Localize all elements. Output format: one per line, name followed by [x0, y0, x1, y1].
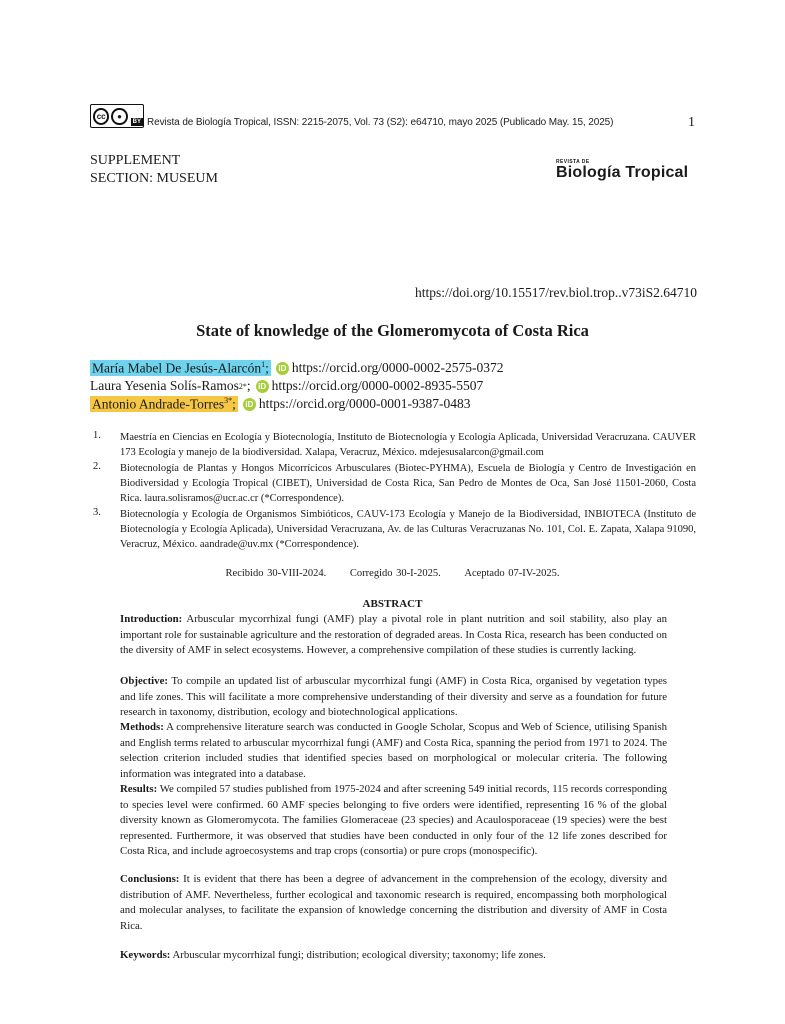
logo-name: Biología Tropical	[556, 164, 689, 181]
introduction-text: Arbuscular mycorrhizal fungi (AMF) play a pivotal role in plant nutrition and soil stability, also play an important role for sustainable agriculture and the restoration of degraded areas. In Costa Rica, research has been conducted on the diversity of AMF in select ecosystems. However, a comprehensive compilation of these studies is currently lacking.	[120, 613, 667, 657]
page-number: 1	[688, 115, 695, 130]
cc-license-badge	[90, 104, 144, 128]
author-3-name: Antonio Andrade-Torres	[92, 396, 225, 412]
keywords-label: Keywords:	[120, 949, 171, 961]
orcid-icon[interactable]: iD	[276, 362, 289, 375]
corrected-date: Corregido 30-I-2025.	[349, 568, 441, 579]
author-3-orcid[interactable]: https://orcid.org/0000-0001-9387-0483	[258, 396, 471, 411]
article-title: State of knowledge of the Glomeromycota of Costa Rica	[196, 321, 589, 340]
abstract-methods	[120, 720, 667, 782]
abstract-objective	[120, 674, 667, 721]
orcid-icon[interactable]: iD	[243, 398, 256, 411]
orcid-icon[interactable]: iD	[256, 380, 269, 393]
abstract-heading: ABSTRACT	[362, 598, 423, 610]
author-3-affil: 3*	[224, 395, 233, 405]
author-2: Laura Yesenia Solís-Ramos 2* ; iD https://orcid.org/0000-0002-8935-5507	[90, 378, 484, 393]
author-3-highlight: Antonio Andrade-Torres$^{3*}$;	[92, 395, 236, 412]
received-date: Recibido 30-VIII-2024.	[225, 568, 327, 579]
affiliation-3-number: 3.	[93, 507, 101, 518]
author-2-orcid[interactable]: https://orcid.org/0000-0002-8935-5507	[271, 378, 484, 393]
affiliation-1-text: Maestría en Ciencias en Ecología y Biotecnología, Instituto de Biotecnología y Ecología Aplicada, Universidad Veracruzana. CAUVER 173 Ecología y manejo de la biodiversidad. Xalapa, Veracruz, México. mdejesusalarcon@gmail.com	[120, 432, 696, 458]
conclusions-text: It is evident that there has been a degree of advancement in the comprehension of the ecology, diversity and distribution of AMF. Nevertheless, further ecological and taxonomic research is required, encompassing both morphological and molecular analyses, to facilitate the expansion of knowledge concerning the distribution and diversity of AMF in Costa Rica.	[120, 873, 668, 932]
museum-section-label: SECTION: MUSEUM	[90, 171, 218, 186]
objective-text: To compile an updated list of arbuscular mycorrhizal fungi (AMF) in Costa Rica, organised by vegetation types and life zones. This will facilitate a more comprehensive understanding of their diversity and serve as a foundation for future research in taxonomy, distribution, ecology and biotechnological applications.	[120, 675, 667, 719]
person-icon: ●	[111, 108, 127, 125]
conclusions-label: Conclusions:	[120, 873, 180, 885]
abstract-introduction	[120, 612, 667, 659]
article-dates	[0, 568, 785, 579]
keywords	[120, 948, 667, 964]
doi-link[interactable]: https://doi.org/10.15517/rev.biol.trop..v73iS2.64710	[414, 285, 697, 300]
journal-citation: Revista de Biología Tropical, ISSN: 2215-2075, Vol. 73 (S2): e64710, mayo 2025 (Publicado May. 15, 2025)	[147, 117, 614, 128]
author-1	[90, 358, 503, 378]
journal-logo	[556, 159, 688, 182]
section-label	[90, 152, 218, 188]
author-1-affil: 1	[261, 359, 266, 369]
author-1-name: María Mabel De Jesús-Alarcón	[92, 360, 262, 376]
cc-icon: cc	[93, 108, 109, 125]
methods-text: A comprehensive literature search was conducted in Google Scholar, Scopus and Web of Science, utilising Spanish and English terms related to arbuscular mycorrhizal fungi (AMF) and Costa Rica, spanning the period from 1971 to 2024. The selection criterion included studies that identified species based on morphological or molecular criteria. The following information was integrated into a database.	[120, 721, 667, 780]
results-text: We compiled 57 studies published from 1975-2024 and after screening 549 initial records, 115 records corresponding to species level were confirmed. 60 AMF species belonging to five orders were identified, representing 16 % of the global diversity known as Glomeromycota. The families Glomeraceae (23 species) and Acaulosporaceae (19 species) were the best represented. Furthermore, it was observed that studies have been conducted in only four of the 12 life zones described for Costa Rica, and include agroecosystems and trap crops (consortia) or pure crops (monospecific).	[120, 783, 667, 858]
objective-label: Objective:	[120, 675, 168, 687]
logo-small-text: REVISTA DE	[556, 159, 590, 165]
by-label: BY	[132, 119, 141, 125]
author-3	[90, 394, 471, 414]
author-2-affil: 2*	[238, 381, 247, 391]
keywords-text: Arbuscular mycorrhizal fungi; distribution; ecological diversity; taxonomy; life zones.	[172, 949, 546, 961]
affiliation-2-number: 2.	[93, 461, 101, 472]
author-1-highlight: María Mabel De Jesús-Alarcón$^1$;	[92, 359, 269, 376]
abstract-results	[120, 782, 667, 860]
affiliation-1-number: 1.	[93, 430, 101, 441]
methods-label: Methods:	[120, 721, 164, 733]
abstract-conclusions	[120, 872, 667, 934]
affiliation-3-text: Biotecnología y Ecología de Organismos Simbióticos, CAUV-173 Ecología y Manejo de la Biodiversidad, INBIOTECA (Instituto de Biotecnología y Ecología Aplicada), Universidad Veracruzana, Av. de las Culturas Veracruzanas No. 101, Col. E. Zapata, Xalapa 91090, Veracruz, México. aandrade@uv.mx (*Correspondence).	[120, 509, 696, 550]
results-label: Results:	[120, 783, 158, 795]
author-2-name: Laura Yesenia Solís-Ramos	[90, 378, 239, 393]
accepted-date: Aceptado 07-IV-2025.	[464, 568, 560, 579]
author-1-orcid[interactable]: https://orcid.org/0000-0002-2575-0372	[291, 360, 504, 375]
affiliation-2-text: Biotecnología de Plantas y Hongos Micorrícicos Arbusculares (Biotec-PYHMA), Escuela de Biología y Centro de Investigación en Biodiversidad y Ecología Tropical (CIBET), Universidad de Costa Rica, San Pedro de Montes de Oca, San José 11501-2060, Costa Rica. laura.solisramos@ucr.ac.cr (*Correspondence).	[120, 463, 696, 504]
supplement-label: SUPPLEMENT	[90, 153, 181, 168]
introduction-label: Introduction:	[120, 613, 183, 625]
